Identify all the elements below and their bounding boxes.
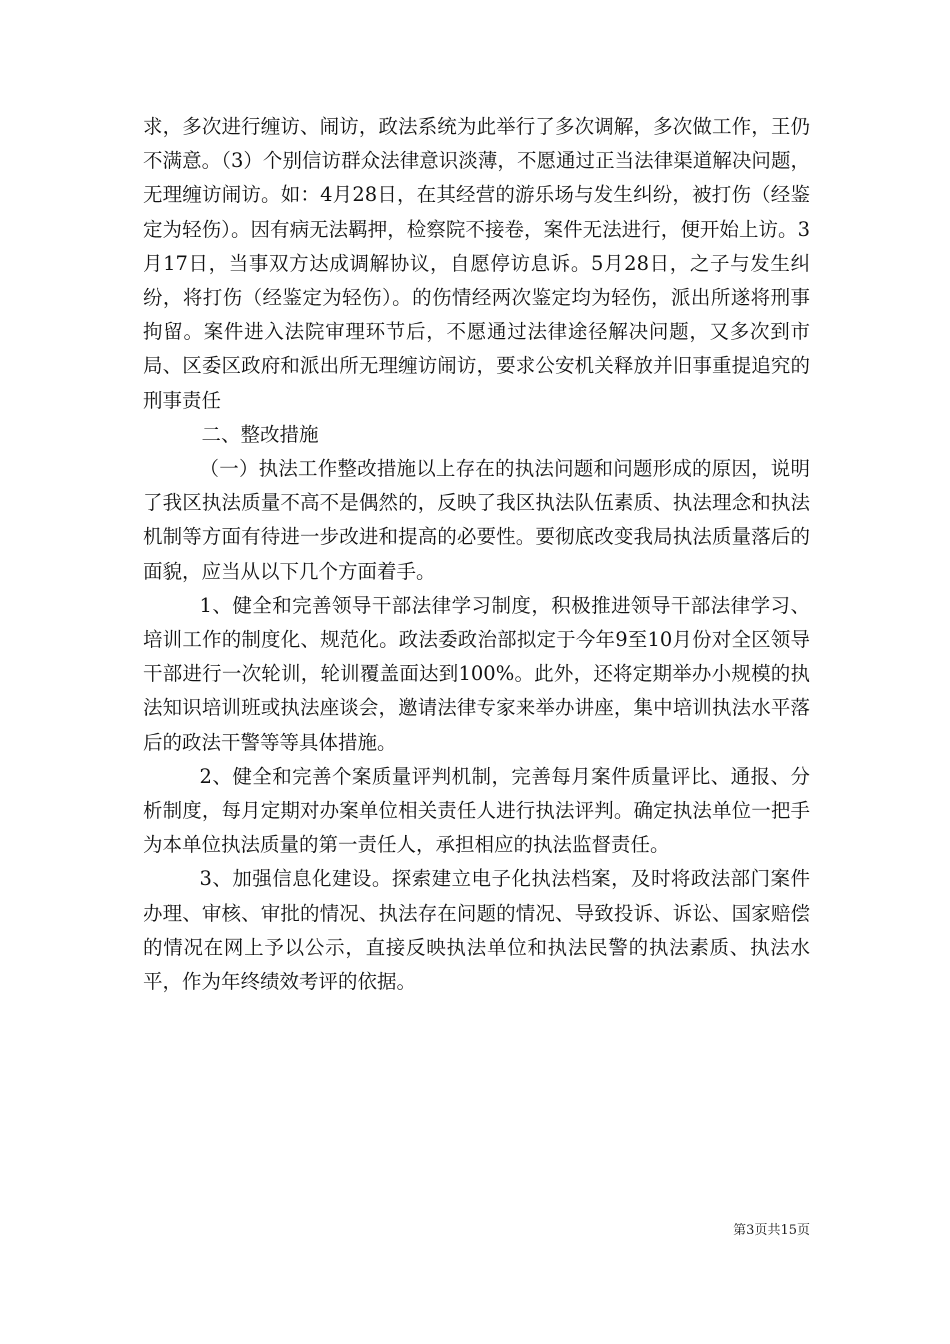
paragraph-measure-1: 1、健全和完善领导干部法律学习制度，积极推进领导干部法律学习、培训工作的制度化、规范化。政法委政治部拟定于今年9至10月份对全区领导干部进行一次轮训，轮训覆盖面达到100%。此外，还将定期举办小规模的执法知识培训班或执法座谈会，邀请法律专家来举办讲座，集中培训执法水平落后的政法干警等等具体措施。 [143, 593, 810, 754]
paragraph-enforcement-measures: （一）执法工作整改措施以上存在的执法问题和问题形成的原因，说明了我区执法质量不高不是偶然的，反映了我区执法队伍素质、执法理念和执法机制等方面有待进一步改进和提高的必要性。要彻底改变我局执法质量落后的面貌，应当从以下几个方面着手。 [143, 457, 810, 583]
section-heading-rectification: 二、整改措施 [201, 422, 319, 446]
paragraph-petition-cases: 求，多次进行缠访、闹访，政法系统为此举行了多次调解，多次做工作，王仍不满意。（3）个别信访群众法律意识淡薄，不愿通过正当法律渠道解决问题，无理缠访闹访。如：4月28日，在其经营的游乐场与发生纠纷，被打伤（经鉴定为轻伤）。因有病无法羁押，检察院不接卷，案件无法进行，便开始上访。3月17日，当事双方达成调解协议，自愿停访息诉。5月28日，之子与发生纠纷，将打伤（经鉴定为轻伤）。的伤情经两次鉴定均为轻伤，派出所遂将刑事拘留。案件进入法院审理环节后，不愿通过法律途径解决问题，又多次到市局、区委区政府和派出所无理缠访闹访，要求公安机关释放并旧事重提追究的刑事责任 [143, 115, 810, 412]
document-body [143, 110, 810, 999]
page-number: 第3页共15页 [733, 1223, 810, 1238]
paragraph-measure-3: 3、加强信息化建设。探索建立电子化执法档案，及时将政法部门案件办理、审核、审批的情况、执法存在问题的情况、导致投诉、诉讼、国家赔偿的情况在网上予以公示，直接反映执法单位和执法民警的执法素质、执法水平，作为年终绩效考评的依据。 [143, 867, 810, 994]
paragraph-measure-2: 2、健全和完善个案质量评判机制，完善每月案件质量评比、通报、分析制度，每月定期对办案单位相关责任人进行执法评判。确定执法单位一把手为本单位执法质量的第一责任人，承担相应的执法监督责任。 [143, 764, 810, 857]
